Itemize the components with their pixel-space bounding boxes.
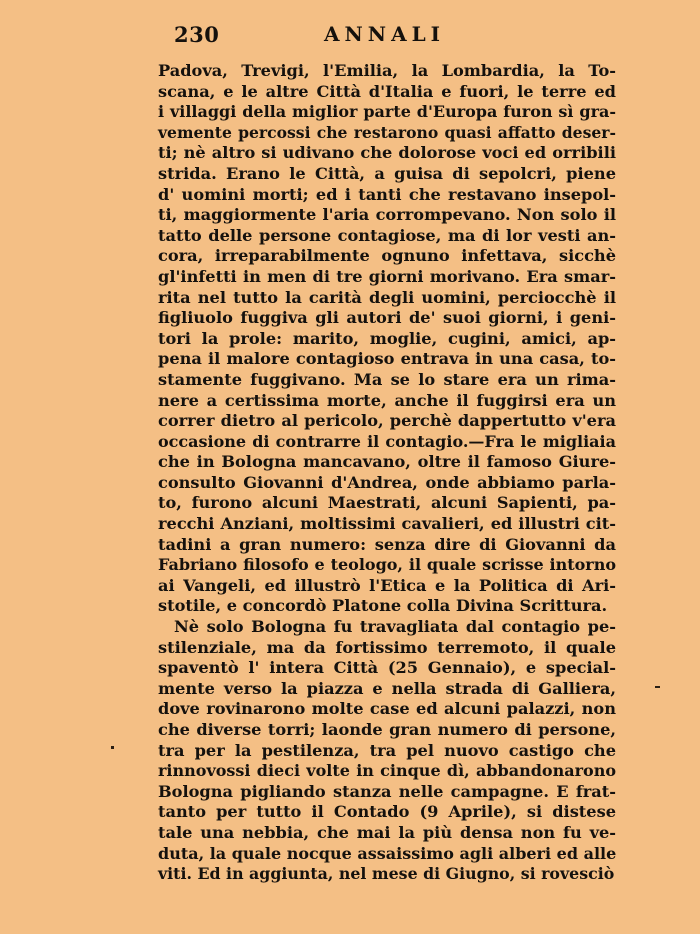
paragraph-last-line: stotile, e concordò Platone colla Divina Scrittura. — [158, 596, 608, 616]
text-line: d' uomini morti; ed i tanti che restavano insepol- — [158, 184, 616, 204]
running-head: ANNALI — [324, 22, 446, 46]
text-line: figliuolo fuggiva gli autori de' suoi giorni, i geni- — [158, 308, 616, 328]
ink-speck — [111, 746, 114, 749]
text-line: correr dietro al pericolo, perchè dappertutto v'era — [158, 411, 616, 431]
text-line: consulto Giovanni d'Andrea, onde abbiamo parla- — [158, 472, 616, 492]
text-line: duta, la quale nocque assaissimo agli alberi ed alle — [158, 843, 617, 863]
text-line: nere a certissima morte, anche il fuggirsi era un — [158, 390, 616, 410]
text-line: cora, irreparabilmente ognuno infettava, sicchè — [158, 246, 616, 266]
text-line: dove rovinarono molte case ed alcuni palazzi, non — [158, 699, 616, 719]
text-line: viti. Ed in aggiunta, nel mese di Giugno, si rovesciò — [158, 864, 615, 884]
text-line: ti; nè altro si udivano che dolorose voci ed orribili — [158, 143, 616, 163]
body-text — [158, 61, 616, 885]
text-line: tatto delle persone contagiose, ma di lor vesti an- — [158, 225, 616, 245]
text-line: che in Bologna mancavano, oltre il famoso Giure- — [158, 452, 616, 472]
text-line: tadini a gran numero: senza dire di Giovanni da — [158, 534, 616, 554]
text-line: tanto per tutto il Contado (9 Aprile), si distese — [158, 802, 616, 822]
text-line: mente verso la piazza e nella strada di Galliera, — [158, 678, 616, 698]
text-line: Bologna pigliando stanza nelle campagne. E frat- — [158, 781, 616, 801]
text-line: ti, maggiormente l'aria corrompevano. Non solo il — [158, 205, 616, 225]
text-line: pena il malore contagioso entrava in una casa, to- — [158, 349, 616, 369]
text-line: Fabriano filosofo e teologo, il quale scrisse intorno — [158, 555, 616, 575]
text-line: stamente fuggivano. Ma se lo stare era un rima- — [158, 369, 616, 389]
ink-speck — [655, 686, 660, 688]
text-line: occasione di contrarre il contagio.—Fra le migliaia — [158, 431, 616, 451]
text-line: stilenziale, ma da fortissimo terremoto, il quale — [158, 637, 616, 657]
text-line: tale una nebbia, che mai la più densa non fu ve- — [158, 822, 616, 842]
text-line: vemente percossi che restarono quasi affatto deser- — [158, 122, 616, 142]
text-line: Padova, Trevigi, l'Emilia, la Lombardia, la To- — [158, 61, 616, 80]
text-line: tori la prole: marito, moglie, cugini, amici, ap- — [158, 328, 616, 348]
text-line: rinnovossi dieci volte in cinque dì, abbandonarono — [158, 761, 616, 781]
text-line: rita nel tutto la carità degli uomini, perciocchè il — [158, 287, 616, 307]
text-line: ai Vangeli, ed illustrò l'Etica e la Politica di Ari- — [158, 575, 616, 595]
paragraph-first-line: Nè solo Bologna fu travagliata dal contagio pe- — [174, 617, 616, 637]
text-line: to, furono alcuni Maestrati, alcuni Sapienti, pa- — [158, 493, 616, 513]
text-line: gl'infetti in men di tre giorni morivano. Era smar- — [158, 266, 616, 286]
text-line: spaventò l' intera Città (25 Gennaio), e special- — [158, 658, 616, 678]
text-line: tra per la pestilenza, tra pel nuovo castigo che — [158, 740, 616, 760]
text-line: strida. Erano le Città, a guisa di sepolcri, piene — [158, 163, 616, 183]
text-line: che diverse torri; laonde gran numero di persone, — [158, 720, 616, 739]
text-line: recchi Anziani, moltissimi cavalieri, ed illustri cit- — [158, 514, 616, 534]
page-number: 230 — [174, 22, 220, 47]
text-line: i villaggi della miglior parte d'Europa furon sì gra- — [158, 102, 616, 122]
text-line: scana, e le altre Città d'Italia e fuori, le terre ed — [158, 81, 616, 101]
